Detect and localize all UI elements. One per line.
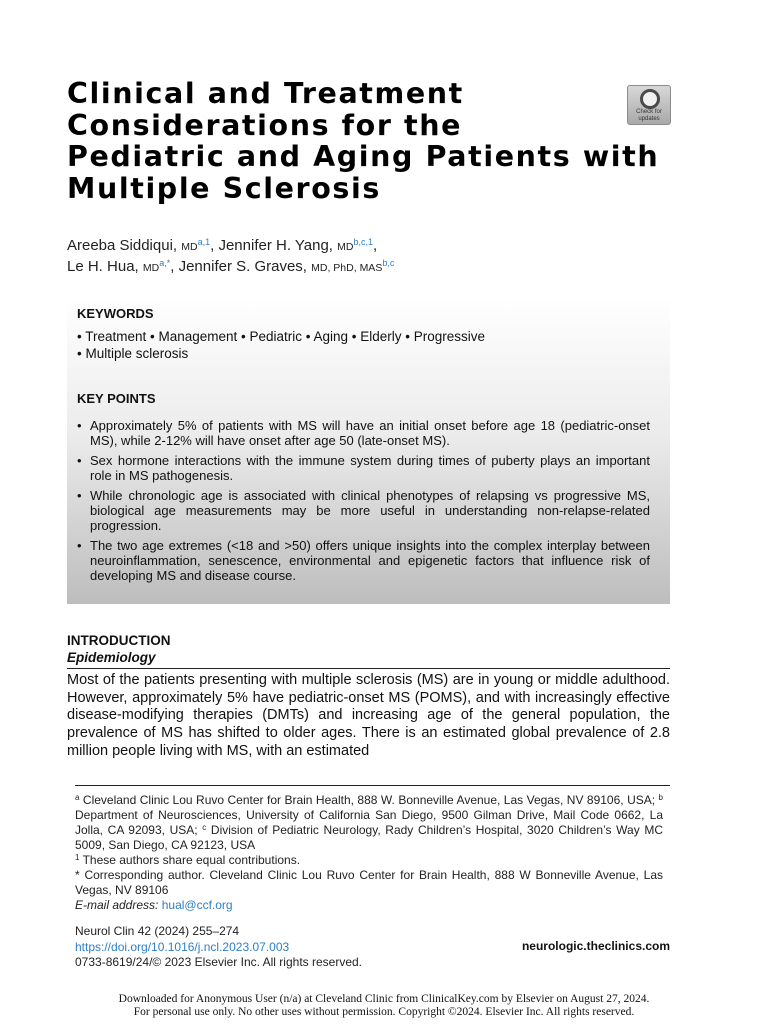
body-paragraph: Most of the patients presenting with multiple sclerosis (MS) are in young or middle adulthood. However, approximately 5% have pediatric-onset MS (POMS), and with increasingly effective disease-modifying therapies (DMTs) and increasing age of the general population, the prevalence of MS has shifted to older ages. There is an estimated global prevalence of 2.8 million people living with MS, with an estimated	[67, 672, 670, 759]
author-degree: MD	[337, 241, 354, 253]
equal-contribution-footnote: $^1$ These authors share equal contributions.	[75, 853, 301, 867]
keywords-line: • Multiple sclerosis	[77, 346, 189, 361]
author-degree: MD	[181, 241, 198, 253]
title-line: Clinical and Treatment	[67, 77, 464, 110]
footnotes	[75, 793, 663, 913]
affiliations-footnote: $^a$ Cleveland Clinic Lou Ruvo Center for Brain Health, 888 W. Bonneville Avenue, Las Vegas, NV 89106, USA; $^b$ Department of Neurosciences, University of California San Diego, 9500 Gilman Drive, Mail Code 0662, La Jolla, CA 92093, USA; $^c$ Division of Pediatric Neurology, Rady Children’s Hospital, 3020 Children’s Way MC 5009, San Diego, CA 92123, USA	[75, 793, 663, 852]
email-label: E-mail address:	[75, 898, 159, 912]
section-divider	[67, 668, 670, 669]
author-name: Le H. Hua,	[67, 258, 143, 275]
title-line: Pediatric and Aging Patients with	[67, 140, 660, 173]
keywords-heading: KEYWORDS	[77, 306, 154, 321]
affiliation-link[interactable]: a,*	[159, 258, 171, 268]
doi-link[interactable]: https://doi.org/10.1016/j.ncl.2023.07.003	[75, 939, 290, 954]
author-degree: MD	[142, 262, 160, 274]
key-point-item: • Approximately 5% of patients with MS will have an initial onset before age 18 (pediatric-onset MS), while 2-12% will have onset after age 50 (late-onset MS).	[76, 418, 650, 448]
email-footnote	[75, 898, 663, 913]
affiliation-link[interactable]: a,1	[197, 237, 211, 247]
download-notice	[0, 993, 768, 1019]
check-for-updates-label: Check for updates	[636, 109, 662, 122]
download-notice-line: For personal use only. No other uses without permission. Copyright ©2024. Elsevier Inc. All rights reserved.	[133, 1006, 635, 1018]
author-name: Areeba Siddiqui,	[67, 237, 182, 254]
journal-info	[75, 924, 362, 971]
section-heading: INTRODUCTION	[67, 633, 171, 648]
affiliation-link[interactable]: b,c	[382, 258, 395, 268]
title-line: Considerations for the	[67, 108, 463, 142]
article-title	[67, 78, 677, 204]
check-for-updates-badge[interactable]	[627, 85, 671, 125]
download-notice-line: Downloaded for Anonymous User (n/a) at Cleveland Clinic from ClinicalKey.com by Elsevier on August 27, 2024.	[118, 993, 650, 1005]
copyright-line: 0733-8619/24/© 2023 Elsevier Inc. All rights reserved.	[75, 955, 363, 969]
title-line: Multiple Sclerosis	[67, 171, 381, 205]
email-link[interactable]: hual@ccf.org	[161, 898, 233, 912]
author-line: Areeba Siddiqui, MD$^{a,1}$, Jennifer H. Yang, MD$^{b,c,1}$,	[67, 237, 378, 254]
author-degree: MD, PhD, MAS	[311, 262, 383, 274]
refresh-icon	[640, 89, 660, 109]
key-points-list	[76, 418, 650, 588]
keywords-line: • Treatment • Management • Pediatric • Aging • Elderly • Progressive	[77, 329, 486, 344]
corresponding-author-footnote: * Corresponding author. Cleveland Clinic Lou Ruvo Center for Brain Health, 888 W Bonneville Avenue, Las Vegas, NV 89106	[75, 868, 663, 897]
author-list	[67, 236, 687, 278]
key-point-item: • The two age extremes (<18 and >50) offers unique insights into the complex interplay between neuroinflammation, senescence, environmental and epigenetic factors that influence risk of developing MS and disease course.	[76, 538, 650, 583]
journal-citation: Neurol Clin 42 (2024) 255–274	[75, 924, 240, 938]
key-point-item: • While chronologic age is associated with clinical phenotypes of relapsing vs progressive MS, biological age measurements may be more useful in understanding non-relapse-related progression.	[76, 488, 650, 533]
author-line: Le H. Hua, $MD^{a,*}$, Jennifer S. Graves, MD, PhD, MAS$^{b,c}$	[67, 258, 395, 275]
affiliation-link[interactable]: b,c,1	[353, 237, 373, 247]
key-point-item: • Sex hormone interactions with the immune system during times of puberty plays an important role in MS pathogenesis.	[76, 453, 650, 483]
author-name: Jennifer H. Yang,	[218, 237, 338, 254]
keywords-keypoints-box	[67, 298, 670, 604]
subsection-heading: Epidemiology	[67, 650, 156, 665]
footnote-divider	[75, 785, 670, 786]
journal-website-link[interactable]: neurologic.theclinics.com	[521, 939, 670, 953]
key-points-heading: KEY POINTS	[77, 391, 156, 406]
author-name: Jennifer S. Graves,	[178, 258, 312, 275]
